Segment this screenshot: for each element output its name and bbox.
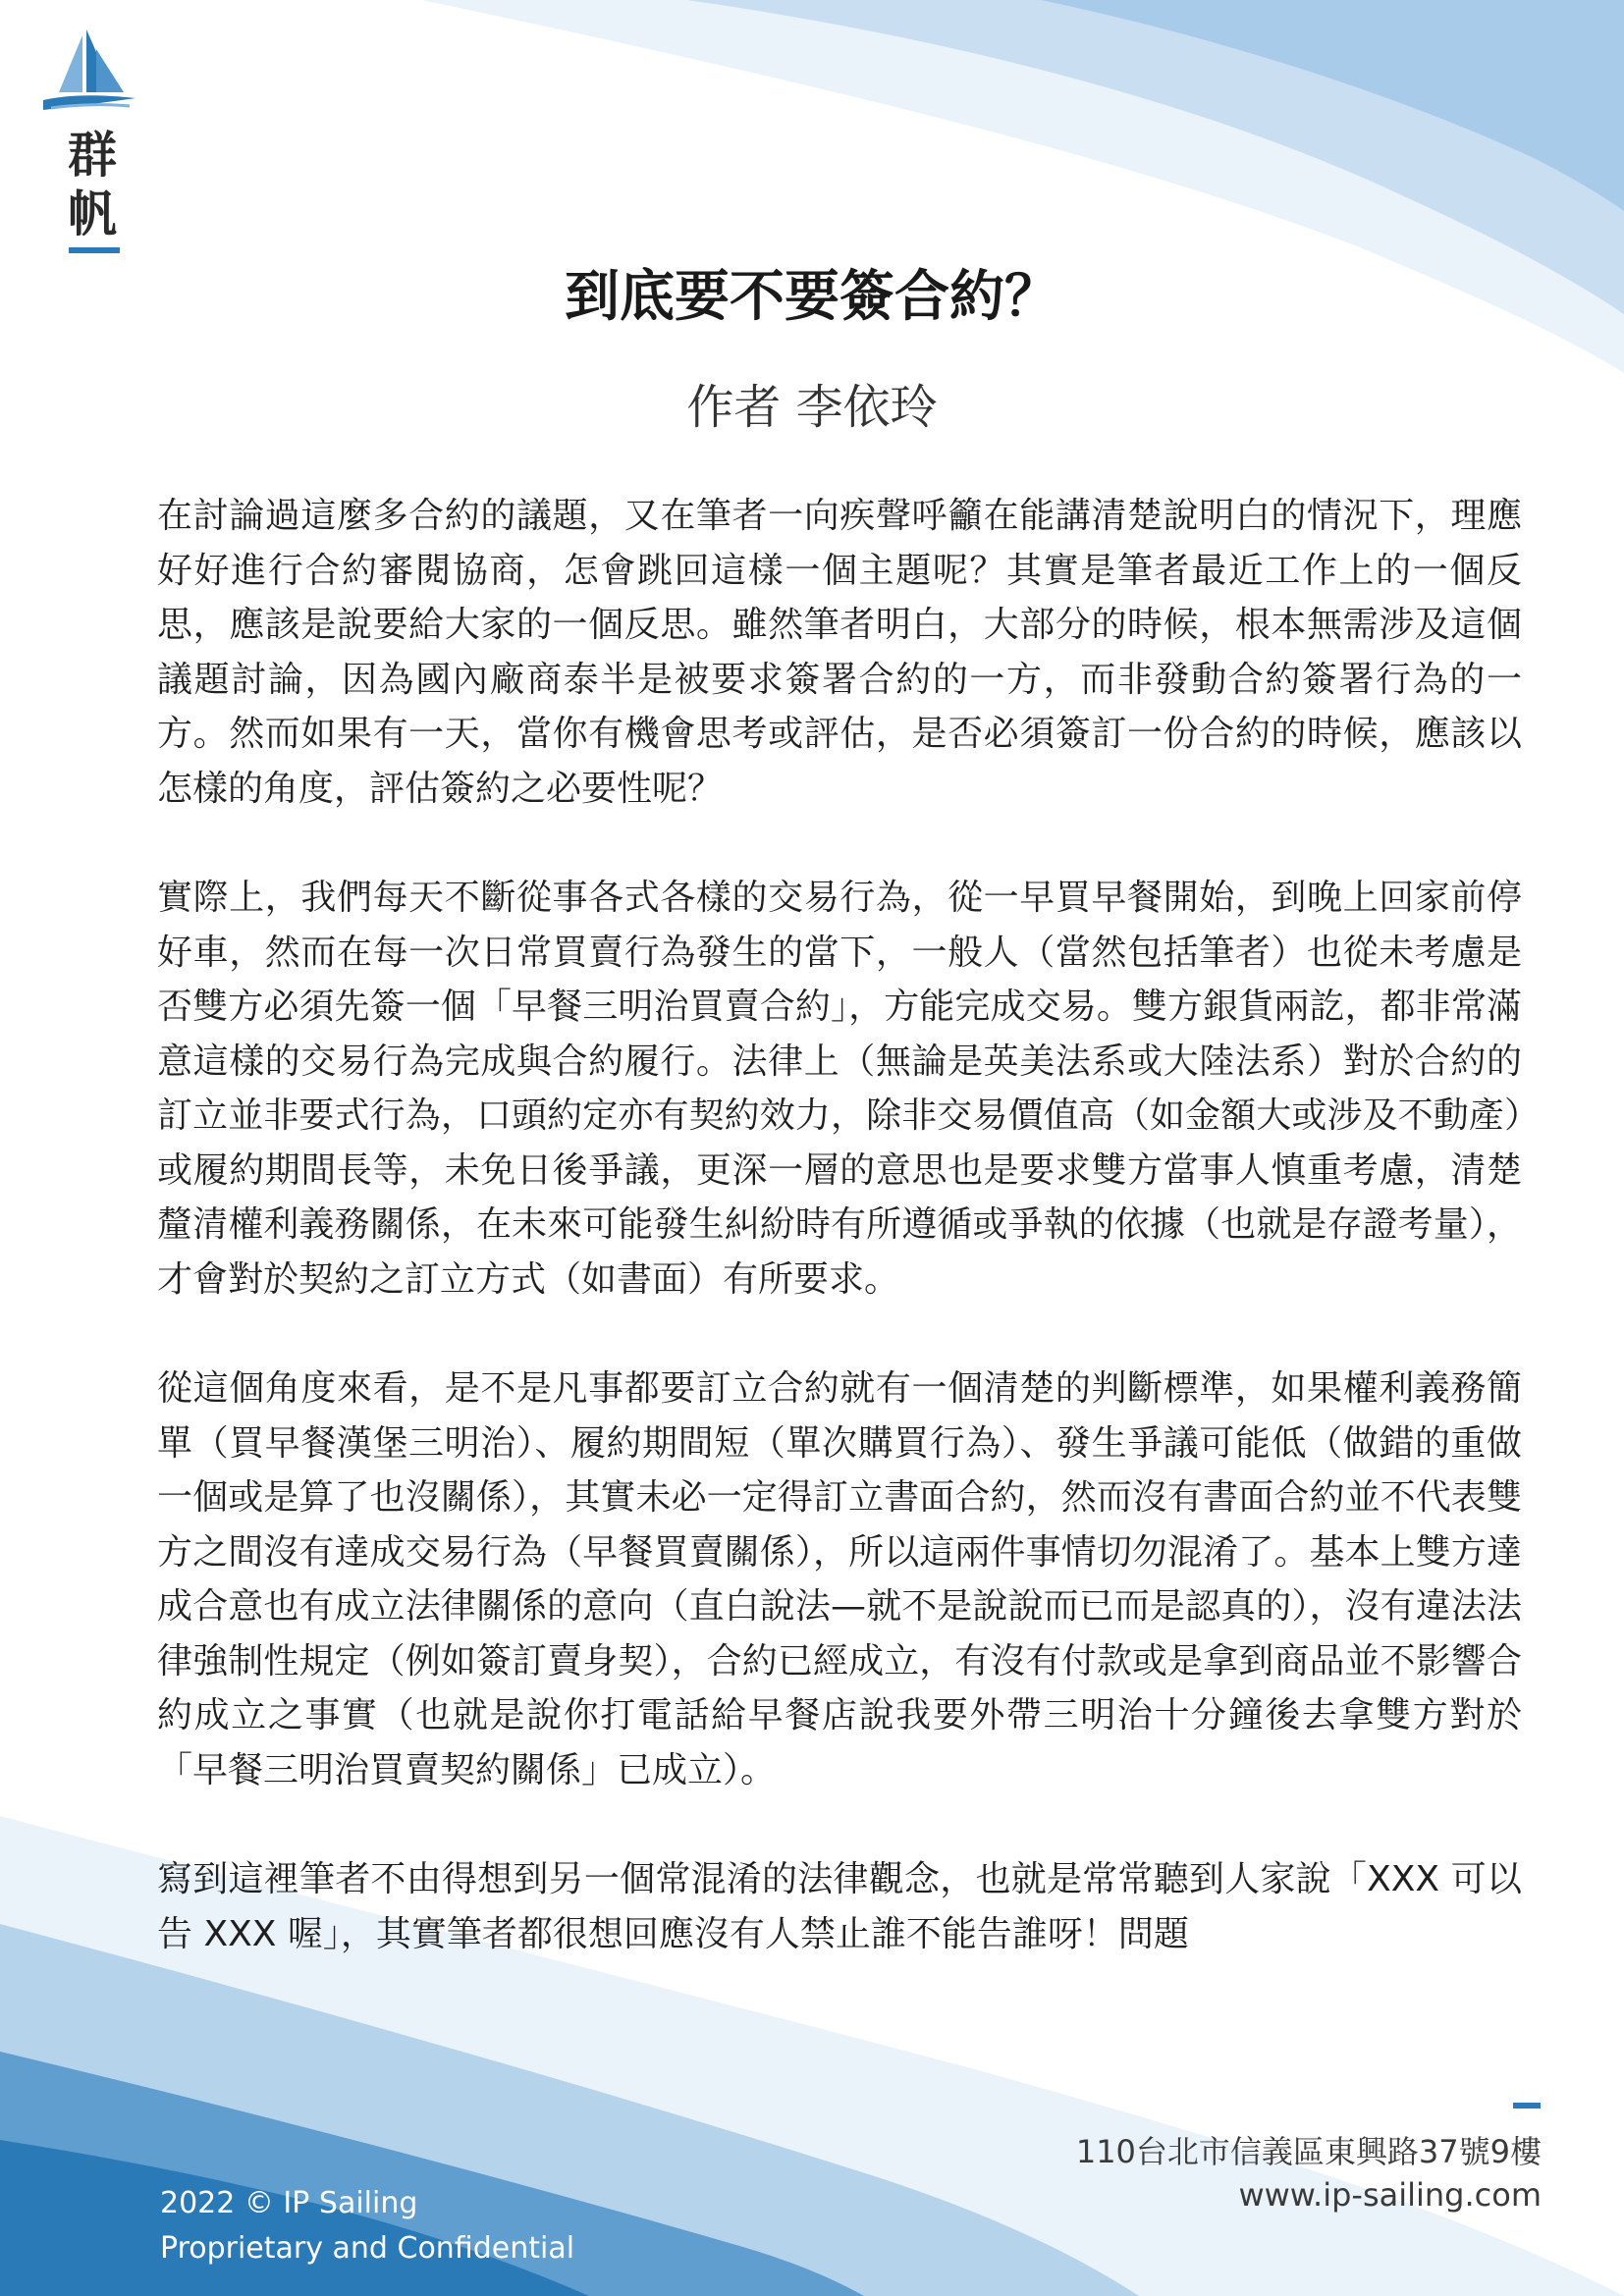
sailboat-logo-icon: [39, 29, 137, 114]
footer-address: 110台北市信義區東興路37號9樓: [1075, 2133, 1542, 2170]
paragraph-1: 在討論過這麼多合約的議題，又在筆者一向疾聲呼籲在能講清楚說明白的情況下，理應好好進行合約審閱協商，怎會跳回這樣一個主題呢？其實是筆者最近工作上的一個反思，應該是說要給大家的一個反思。雖然筆者明白，大部分的時候，根本無需涉及這個議題討論，因為國內廠商泰半是被要求簽署合約的一方，而非發動合約簽署行為的一方。然而如果有一天，當你有機會思考或評估，是否必須簽訂一份合約的時候，應該以怎樣的角度，評估簽約之必要性呢？: [157, 496, 1522, 809]
footer-accent-mark: [1513, 2103, 1541, 2109]
footer-legal: [160, 2181, 574, 2271]
author-line: 作者 李依玲: [686, 380, 938, 435]
brand-name: [63, 126, 122, 243]
brand-char-1: 群: [68, 127, 117, 184]
footer-website: www.ip-sailing.com: [1238, 2176, 1542, 2214]
footer-copyright: 2022 © IP Sailing: [160, 2186, 418, 2220]
footer-confidential: Proprietary and Confidential: [160, 2231, 575, 2266]
document-title: 到底要不要簽合約？: [565, 265, 1059, 329]
paragraph-2: 實際上，我們每天不斷從事各式各樣的交易行為，從一早買早餐開始，到晚上回家前停好車，然而在每一次日常買賣行為發生的當下，一般人（當然包括筆者）也從未考慮是否雙方必須先簽一個「早餐三明治買賣合約」，方能完成交易。雙方銀貨兩訖，都非常滿意這樣的交易行為完成與合約履行。法律上（無論是英美法系或大陸法系）對於合約的訂立並非要式行為，口頭約定亦有契約效力，除非交易價值高（如金額大或涉及不動產）或履約期間長等，未免日後爭議，更深一層的意思也是要求雙方當事人慎重考慮，清楚釐清權利義務關係，在未來可能發生糾紛時有所遵循或爭執的依據（也就是存證考量），才會對於契約之訂立方式（如書面）有所要求。: [157, 878, 1522, 1300]
brand-char-2: 帆: [68, 186, 117, 242]
article-body: [157, 489, 1522, 2016]
footer-contact: [1076, 2130, 1542, 2216]
paragraph-3: 從這個角度來看，是不是凡事都要訂立合約就有一個清楚的判斷標準，如果權利義務簡單（買早餐漢堡三明治）、履約期間短（單次購買行為）、發生爭議可能低（做錯的重做一個或是算了也沒關係），其實未必一定得訂立書面合約，然而沒有書面合約並不代表雙方之間沒有達成交易行為（早餐買賣關係），所以這兩件事情切勿混淆了。基本上雙方達成合意也有成立法律關係的意向（直白說法—就不是說說而已而是認真的），沒有違法法律強制性規定（例如簽訂賣身契），合約已經成立，有沒有付款或是拿到商品並不影響合約成立之事實（也就是說你打電話給早餐店說我要外帶三明治十分鐘後去拿雙方對於「早餐三明治買賣契約關係」已成立）。: [157, 1368, 1522, 1790]
paragraph-4: 寫到這裡筆者不由得想到另一個常混淆的法律觀念，也就是常常聽到人家說「XXX 可以告 XXX 喔」，其實筆者都很想回應沒有人禁止誰不能告誰呀！問題: [157, 1859, 1522, 1954]
